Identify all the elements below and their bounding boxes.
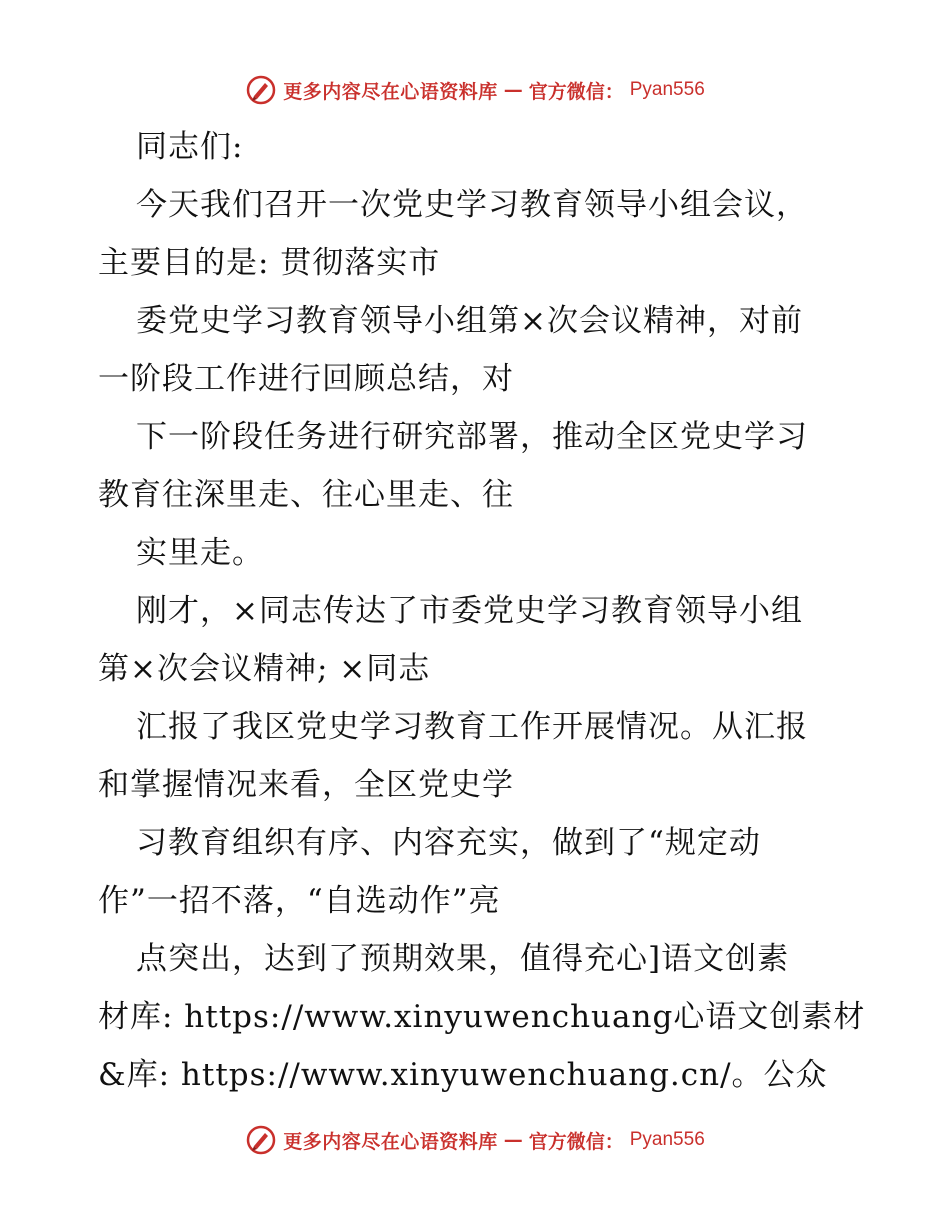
paragraph-line: 下一阶段任务进行研究部署，推动全区党史学习 — [136, 419, 808, 455]
watermark-wechat-id: Pyan556 — [629, 79, 705, 100]
paragraph-line: 主要目的是: 贯彻落实市 — [98, 245, 441, 281]
footer-watermark — [0, 1122, 950, 1158]
watermark-wechat-label: 官方微信： — [528, 1130, 624, 1153]
paragraph-line: 第×次会议精神; ×同志 — [98, 651, 431, 687]
pen-logo-icon — [245, 74, 277, 106]
watermark-separator: — — [503, 79, 523, 101]
paragraph-line: 习教育组织有序、内容充实，做到了“规定动 — [136, 825, 761, 861]
paragraph-line: 汇报了我区党史学习教育工作开展情况。从汇报 — [136, 709, 808, 745]
header-watermark — [0, 72, 950, 108]
paragraph-line: 今天我们召开一次党史学习教育领导小组会议， — [136, 187, 808, 223]
watermark-separator: — — [503, 1129, 523, 1151]
paragraph-line: 作”一招不落，“自选动作”亮 — [98, 883, 501, 919]
paragraph-line: 和掌握情况来看，全区党史学 — [98, 767, 514, 803]
watermark-text: 更多内容尽在心语资料库 — [283, 1130, 498, 1153]
paragraph-line: 刚才，×同志传达了市委党史学习教育领导小组 — [136, 593, 803, 629]
pen-logo-icon — [245, 1124, 277, 1156]
watermark-text: 更多内容尽在心语资料库 — [283, 80, 498, 103]
paragraph-line: 同志们: — [136, 129, 244, 165]
paragraph-line: &库: https://www.xinyuwenchuang.cn/。公众 — [98, 1057, 828, 1093]
paragraph-line: 教育往深里走、往心里走、往 — [98, 477, 514, 513]
watermark-wechat-label: 官方微信： — [528, 80, 624, 103]
document-body — [98, 118, 868, 1104]
watermark-wechat-id: Pyan556 — [629, 1129, 705, 1150]
paragraph-line: 实里走。 — [136, 535, 264, 571]
paragraph-line: 点突出，达到了预期效果，值得充心]语文创素 — [136, 941, 790, 977]
paragraph-line: 一阶段工作进行回顾总结，对 — [98, 361, 514, 397]
paragraph-line: 材库: https://www.xinyuwenchuang心语文创素材 — [98, 999, 866, 1035]
paragraph-line: 委党史学习教育领导小组第×次会议精神，对前 — [136, 303, 803, 339]
